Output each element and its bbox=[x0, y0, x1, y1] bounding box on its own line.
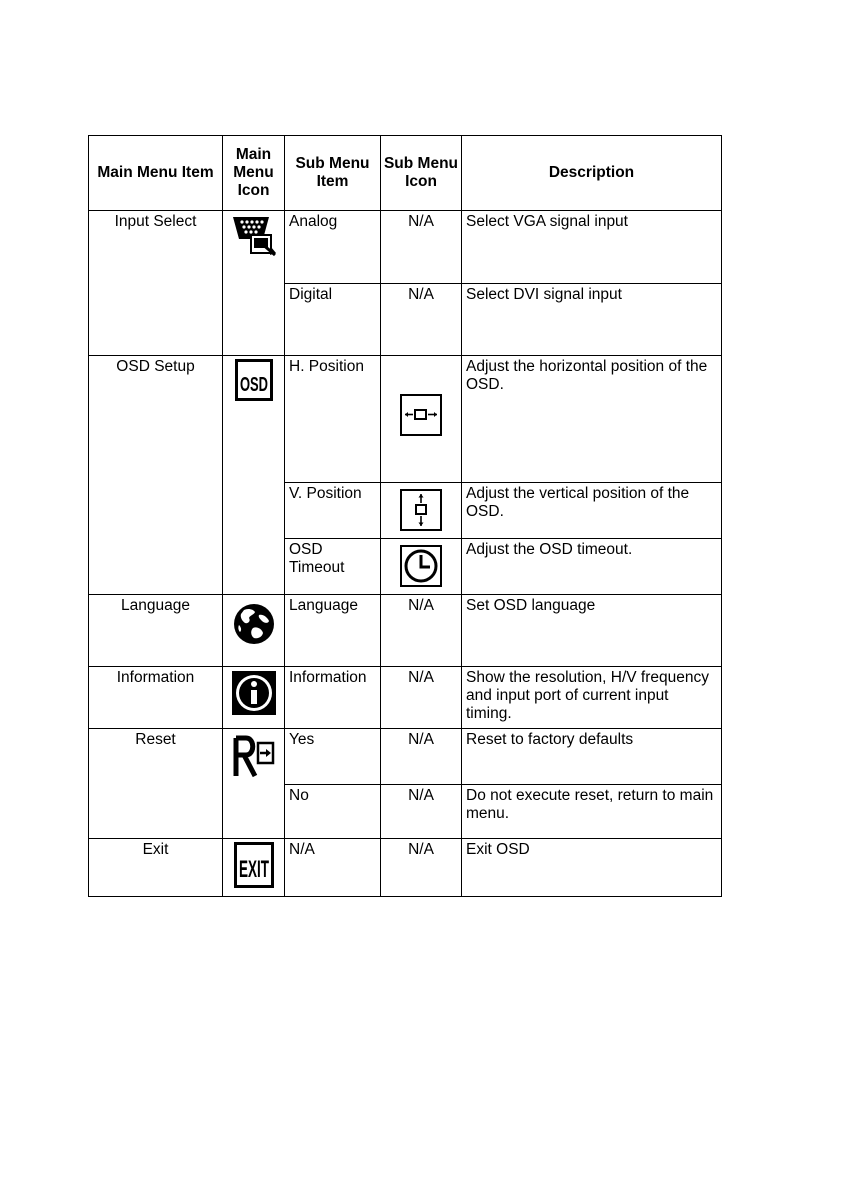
sub-item-information: Information bbox=[285, 667, 381, 729]
reset-icon bbox=[233, 735, 275, 784]
header-main-menu-icon: Main Menu Icon bbox=[223, 136, 285, 211]
sub-icon-yes: N/A bbox=[381, 729, 462, 785]
desc-language: Set OSD language bbox=[462, 595, 722, 667]
exit-icon bbox=[233, 841, 275, 894]
header-sub-menu-icon: Sub Menu Icon bbox=[381, 136, 462, 211]
sub-item-no: No bbox=[285, 785, 381, 839]
header-sub-menu-item: Sub Menu Item bbox=[285, 136, 381, 211]
main-item-reset: Reset bbox=[89, 729, 223, 839]
main-icon-cell-exit bbox=[223, 839, 285, 897]
sub-icon-digital: N/A bbox=[381, 284, 462, 356]
sub-icon-cell-v-position bbox=[381, 483, 462, 539]
header-main-menu-item: Main Menu Item bbox=[89, 136, 223, 211]
sub-item-exit: N/A bbox=[285, 839, 381, 897]
sub-icon-cell-h-position bbox=[381, 356, 462, 483]
desc-h-position: Adjust the horizontal position of the OSD. bbox=[462, 356, 722, 483]
horizontal-position-icon bbox=[400, 394, 442, 441]
main-icon-cell-reset bbox=[223, 729, 285, 839]
clock-icon bbox=[400, 545, 442, 592]
table-row bbox=[89, 211, 722, 284]
table-row bbox=[89, 839, 722, 897]
sub-item-osd-timeout: OSD Timeout bbox=[285, 539, 381, 595]
sub-icon-cell-osd-timeout bbox=[381, 539, 462, 595]
table-row bbox=[89, 595, 722, 667]
sub-icon-analog: N/A bbox=[381, 211, 462, 284]
desc-digital: Select DVI signal input bbox=[462, 284, 722, 356]
main-item-language: Language bbox=[89, 595, 223, 667]
desc-v-position: Adjust the vertical position of the OSD. bbox=[462, 483, 722, 539]
main-icon-cell-osd-setup bbox=[223, 356, 285, 595]
info-icon bbox=[231, 669, 277, 722]
main-item-exit: Exit bbox=[89, 839, 223, 897]
sub-item-yes: Yes bbox=[285, 729, 381, 785]
osd-menu-table bbox=[88, 135, 722, 897]
table-row bbox=[89, 667, 722, 729]
table-row bbox=[89, 729, 722, 785]
main-icon-cell-input-select bbox=[223, 211, 285, 356]
sub-item-v-position: V. Position bbox=[285, 483, 381, 539]
input-select-icon bbox=[231, 213, 277, 262]
desc-analog: Select VGA signal input bbox=[462, 211, 722, 284]
sub-icon-information: N/A bbox=[381, 667, 462, 729]
sub-icon-exit: N/A bbox=[381, 839, 462, 897]
osd-icon bbox=[234, 358, 274, 407]
sub-icon-no: N/A bbox=[381, 785, 462, 839]
main-item-osd-setup: OSD Setup bbox=[89, 356, 223, 595]
main-icon-cell-information bbox=[223, 667, 285, 729]
desc-osd-timeout: Adjust the OSD timeout. bbox=[462, 539, 722, 595]
sub-item-analog: Analog bbox=[285, 211, 381, 284]
main-icon-cell-language bbox=[223, 595, 285, 667]
sub-item-h-position: H. Position bbox=[285, 356, 381, 483]
desc-information: Show the resolution, H/V frequency and input port of current input timing. bbox=[462, 667, 722, 729]
desc-yes: Reset to factory defaults bbox=[462, 729, 722, 785]
header-row bbox=[89, 136, 722, 211]
desc-no: Do not execute reset, return to main menu. bbox=[462, 785, 722, 839]
sub-item-language: Language bbox=[285, 595, 381, 667]
sub-icon-language: N/A bbox=[381, 595, 462, 667]
header-description: Description bbox=[462, 136, 722, 211]
svg-text:EXIT: EXIT bbox=[238, 856, 269, 883]
sub-item-digital: Digital bbox=[285, 284, 381, 356]
table-row bbox=[89, 356, 722, 483]
vertical-position-icon bbox=[400, 489, 442, 536]
main-item-input-select: Input Select bbox=[89, 211, 223, 356]
globe-icon bbox=[231, 601, 277, 652]
main-item-information: Information bbox=[89, 667, 223, 729]
svg-text:OSD: OSD bbox=[239, 374, 268, 396]
desc-exit: Exit OSD bbox=[462, 839, 722, 897]
